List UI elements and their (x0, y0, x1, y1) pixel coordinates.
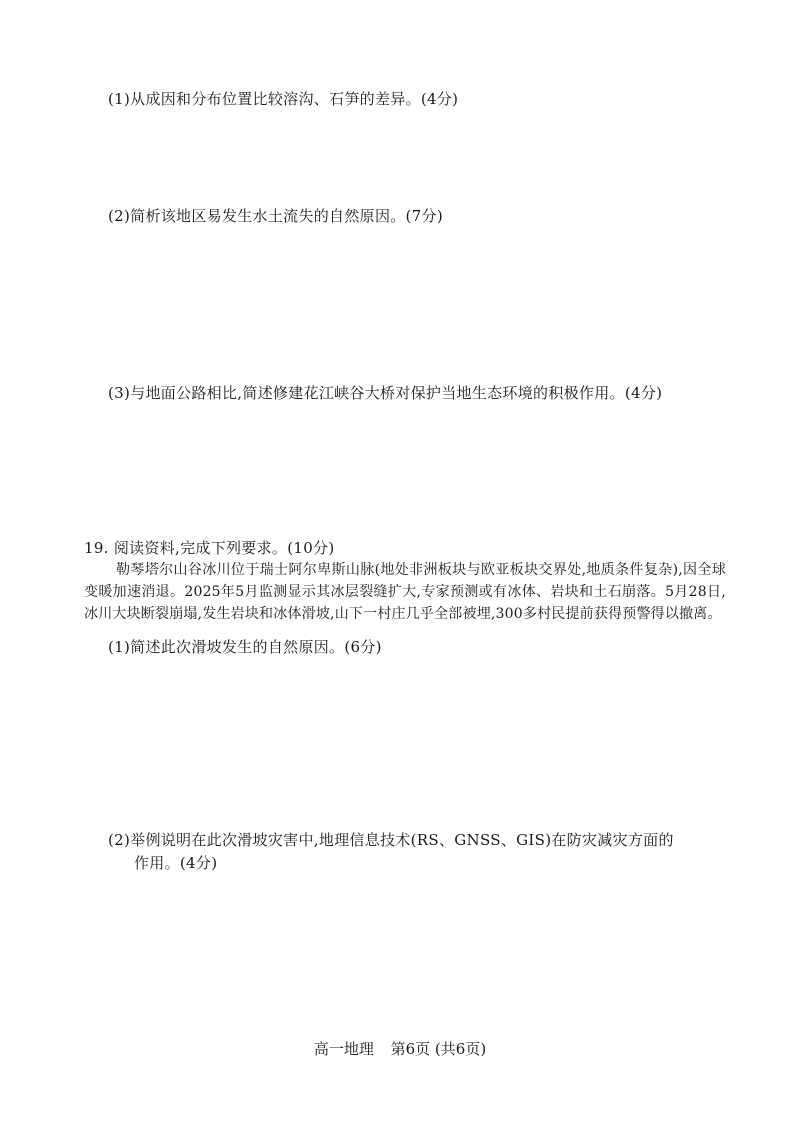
q19-sub2-line2: 作用。(4分) (134, 854, 218, 872)
q19-heading: 19. 阅读资料,完成下列要求。(10分) (84, 539, 335, 557)
q19-sub1: (1)简述此次滑坡发生的自然原因。(6分) (108, 638, 382, 656)
q18-sub3: (3)与地面公路相比,简述修建花江峡谷大桥对保护当地生态环境的积极作用。(4分) (108, 384, 663, 402)
q18-sub2: (2)简析该地区易发生水土流失的自然原因。(7分) (108, 207, 443, 225)
footer-subject: 高一地理 (313, 1040, 374, 1058)
page-footer (0, 1038, 800, 1060)
q18-sub1: (1)从成因和分布位置比较溶沟、石笋的差异。(4分) (108, 90, 459, 108)
q19-sub2-line1: (2)举例说明在此次滑坡灾害中,地理信息技术(RS、GNSS、GIS)在防灾减灾方面的 (108, 831, 674, 849)
q19-passage: 勒琴塔尔山谷冰川位于瑞士阿尔卑斯山脉(地处非洲板块与欧亚板块交界处,地质条件复杂),因全球变暖加速消退。2025年5月监测显示其冰层裂缝扩大,专家预测或有冰体、岩块和土石崩落。5月28日,冰川大块断裂崩塌,发生岩块和冰体滑坡,山下一村庄几乎全部被埋,300多村民提前获得预警得以撤离。 (84, 562, 726, 622)
footer-page-number: 第6页 (共6页) (390, 1040, 487, 1058)
